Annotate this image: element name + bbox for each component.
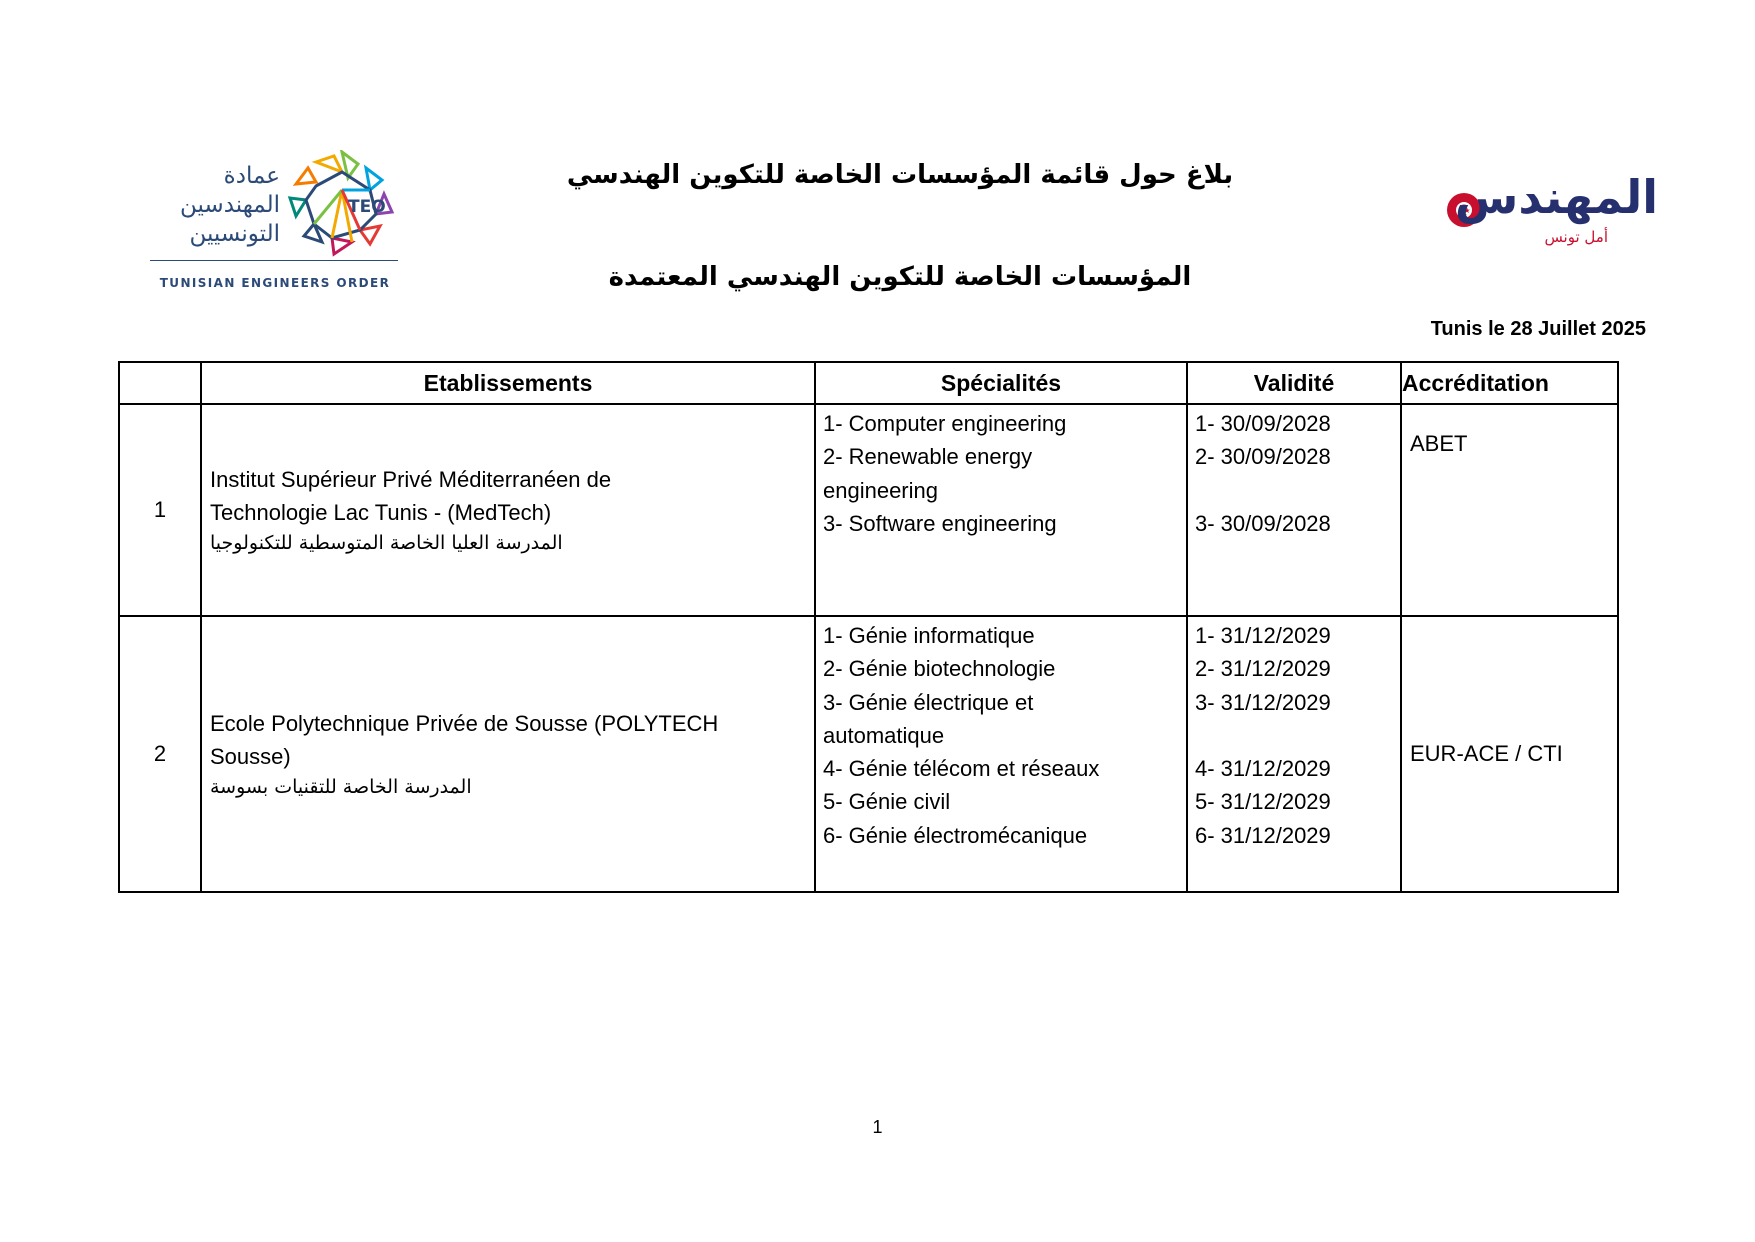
institution-name-ar: المدرسة الخاصة للتقنيات بسوسة [210,776,472,798]
document-date: Tunis le 28 Juillet 2025 [1430,318,1646,340]
specialite-item: 2- Renewable energy [823,444,1033,470]
table-row [119,404,1618,616]
institution-cell [201,616,815,892]
page-title: بلاغ حول قائمة المؤسسات الخاصة للتكوين الهندسي [566,160,1234,190]
teo-logo [148,148,408,298]
page-subtitle: المؤسسات الخاصة للتكوين الهندسي المعتمدة [608,262,1192,292]
validite-item: 1- 30/09/2028 [1195,411,1331,436]
specialite-item: 1- Computer engineering [823,411,1067,436]
row-number: 1 [119,404,201,616]
header-specialites: Spécialités [815,362,1187,404]
teo-mark-text: TEO [348,197,386,217]
table-row [119,616,1618,892]
validite-item: 6- 31/12/2029 [1195,822,1331,848]
validite-item: 2- 31/12/2029 [1195,656,1331,682]
institution-name-fr: Ecole Polytechnique Privée de Sousse (POLYTECH [210,711,719,736]
teo-logo-divider [150,260,398,261]
teo-arabic-line: عمادة [223,163,280,189]
header-etablissements: Etablissements [201,362,815,404]
specialite-item: engineering [823,477,938,503]
teo-logo-arabic [148,162,280,249]
header-accreditation: Accréditation [1401,362,1618,404]
mohandes-logo-tagline: أمل تونس [1544,228,1608,246]
validite-item: 1- 31/12/2029 [1195,623,1331,648]
validite-cell [1187,404,1401,616]
specialite-item: 1- Génie informatique [823,623,1035,648]
institutions-table [118,361,1619,893]
mohandes-logo [1438,170,1658,270]
specialite-item: 3- Software engineering [823,510,1057,536]
accreditation-cell: ABET [1401,404,1618,616]
validite-item: 2- 30/09/2028 [1195,444,1331,470]
teo-logo-english: TUNISIAN ENGINEERS ORDER [159,276,391,290]
mohandes-logo-title: المهندس [1454,170,1658,224]
specialite-item: 3- Génie électrique et [823,689,1034,715]
validite-item: 3- 30/09/2028 [1195,510,1331,536]
teo-arabic-line: المهندسين [179,192,280,218]
institution-name-ar: المدرسة العليا الخاصة المتوسطية للتكنولوجيا [210,532,563,554]
page-number: 1 [872,1117,883,1137]
institution-cell [201,404,815,616]
specialite-item: 4- Génie télécom et réseaux [823,756,1100,782]
validite-item [1195,474,1394,507]
header-validite: Validité [1187,362,1401,404]
specialites-cell [815,404,1187,616]
validite-item: 4- 31/12/2029 [1195,756,1331,782]
specialite-item: 5- Génie civil [823,789,951,815]
teo-arabic-line: التونسيين [189,221,280,247]
row-number: 2 [119,616,201,892]
validite-item: 3- 31/12/2029 [1195,689,1331,715]
specialite-item: automatique [823,722,945,748]
institution-name-fr: Institut Supérieur Privé Méditerranéen de [210,467,612,492]
accreditation-cell: EUR-ACE / CTI [1401,616,1618,892]
validite-item: 5- 31/12/2029 [1195,789,1331,815]
specialite-item: 6- Génie électromécanique [823,822,1088,848]
validite-item [1195,719,1394,752]
validite-cell [1187,616,1401,892]
institution-name-fr: Technologie Lac Tunis - (MedTech) [210,500,552,525]
teo-gear-icon [286,150,398,260]
institution-name-fr: Sousse) [210,744,291,769]
header-number [119,362,201,404]
table-header-row [119,362,1618,404]
specialite-item: 2- Génie biotechnologie [823,656,1056,682]
specialites-cell [815,616,1187,892]
